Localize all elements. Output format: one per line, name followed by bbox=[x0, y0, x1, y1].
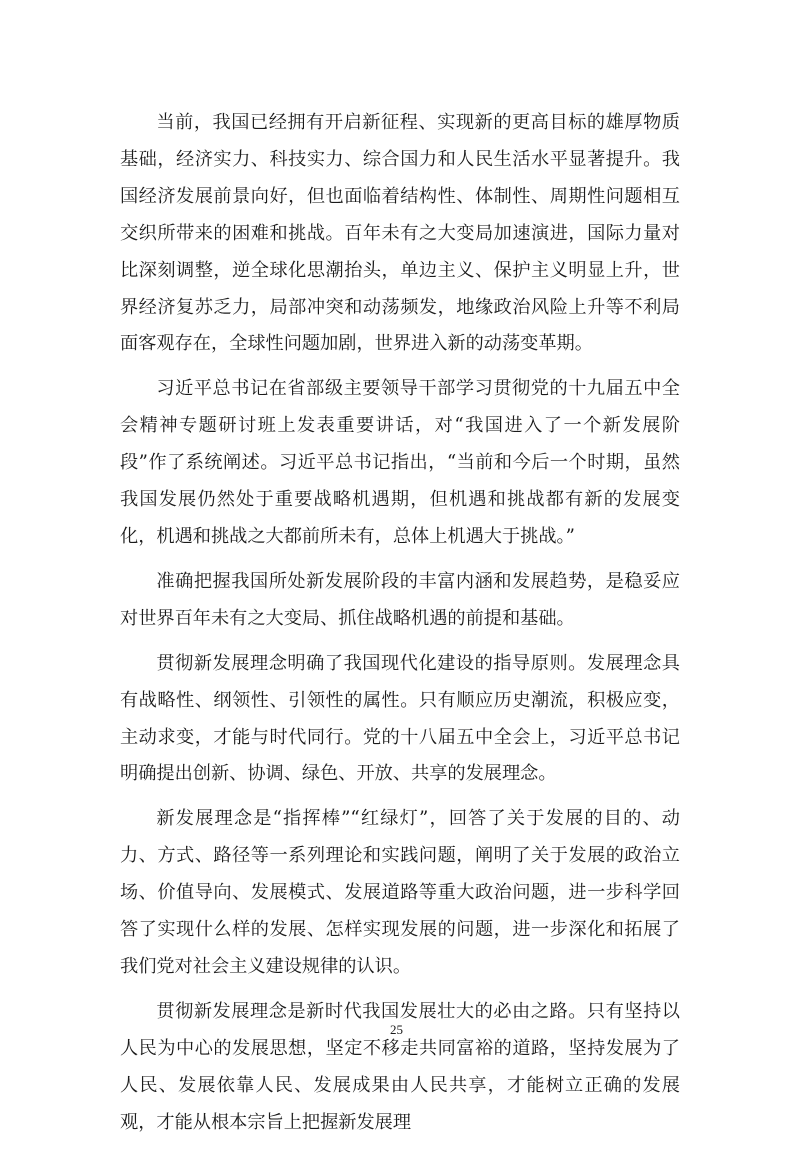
paragraph-2: 习近平总书记在省部级主要领导干部学习贯彻党的十九届五中全会精神专题研讨班上发表重要讲话，对“我国进入了一个新发展阶段”作了系统阐述。习近平总书记指出，“当前和今后一个时期，虽然我国发展仍然处于重要战略机遇期，但机遇和挑战都有新的发展变化，机遇和挑战之大都前所未有，总体上机遇大于挑战。” bbox=[120, 378, 680, 547]
paragraph-5: 新发展理念是“指挥棒”“红绿灯”，回答了关于发展的目的、动力、方式、路径等一系列理论和实践问题，阐明了关于发展的政治立场、价值导向、发展模式、发展道路等重大政治问题，进一步科学回答了实现什么样的发展、怎样实现发展的问题，进一步深化和拓展了我们党对社会主义建设规律的认识。 bbox=[120, 808, 680, 977]
paragraph-4: 贯彻新发展理念明确了我国现代化建设的指导原则。发展理念具有战略性、纲领性、引领性的属性。只有顺应历史潮流，积极应变，主动求变，才能与时代同行。党的十八届五中全会上，习近平总书记明确提出创新、协调、绿色、开放、共享的发展理念。 bbox=[120, 652, 680, 785]
body-text bbox=[120, 105, 680, 1149]
page-number: 25 bbox=[390, 1022, 403, 1037]
paragraph-6: 贯彻新发展理念是新时代我国发展壮大的必由之路。只有坚持以人民为中心的发展思想，坚定不移走共同富裕的道路，坚持发展为了人民、发展依靠人民、发展成果由人民共享，才能树立正确的发展观，才能从根本宗旨上把握新发展理 bbox=[120, 1000, 680, 1133]
paragraph-1: 当前，我国已经拥有开启新征程、实现新的更高目标的雄厚物质基础，经济实力、科技实力、综合国力和人民生活水平显著提升。我国经济发展前景向好，但也面临着结构性、体制性、周期性问题相互交织所带来的困难和挑战。百年未有之大变局加速演进，国际力量对比深刻调整，逆全球化思潮抬头，单边主义、保护主义明显上升，世界经济复苏乏力，局部冲突和动荡频发，地缘政治风险上升等不利局面客观存在，全球性问题加剧，世界进入新的动荡变革期。 bbox=[120, 112, 680, 355]
paragraph-3: 准确把握我国所处新发展阶段的丰富内涵和发展趋势，是稳妥应对世界百年未有之大变局、抓住战略机遇的前提和基础。 bbox=[120, 570, 680, 629]
